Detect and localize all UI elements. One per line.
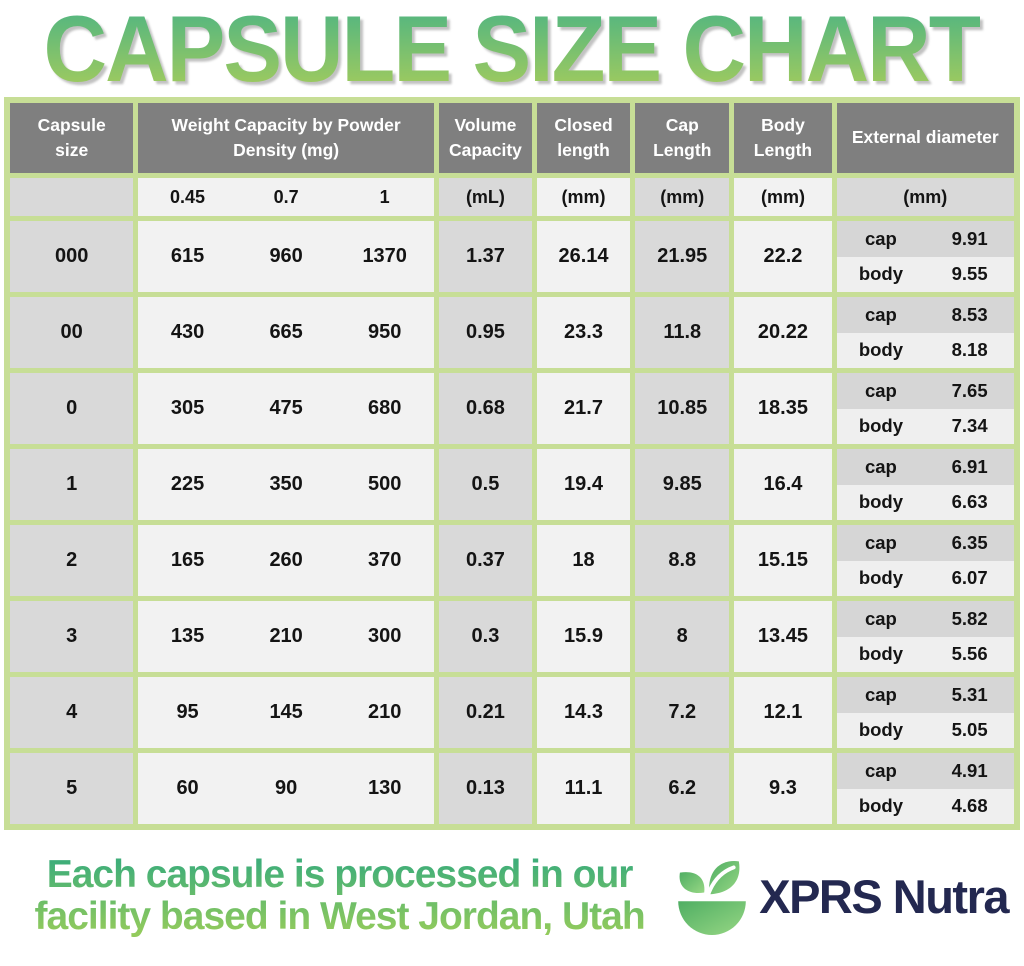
- diameter-cap-value: 9.91: [951, 227, 988, 249]
- subheader-density-values: [138, 178, 434, 216]
- weight-density-1: 1370: [362, 245, 407, 267]
- volume-capacity-cell: 0.95: [439, 297, 532, 368]
- capsule-size-cell: 3: [10, 601, 133, 672]
- facility-tagline: [22, 854, 657, 938]
- weight-density-07: 145: [269, 701, 303, 723]
- col-header-volume-capacity: Volume Capacity: [439, 103, 532, 173]
- cap-length-cell: 11.8: [635, 297, 729, 368]
- diameter-body-label: body: [858, 719, 904, 741]
- diameter-body-value: 6.07: [951, 567, 988, 589]
- weight-density-1: 210: [368, 701, 402, 723]
- volume-capacity-cell: 0.5: [439, 449, 532, 520]
- closed-length-cell: 23.3: [537, 297, 630, 368]
- weight-capacity-cell: [138, 753, 434, 824]
- diameter-cap-subrow: [837, 525, 1014, 561]
- volume-capacity-cell: 0.68: [439, 373, 532, 444]
- diameter-cap-subrow: [837, 373, 1014, 409]
- capsule-size-table: [4, 97, 1020, 830]
- diameter-cap-subrow: [837, 297, 1014, 333]
- weight-density-1: 300: [368, 625, 402, 647]
- weight-density-045: 615: [170, 245, 205, 267]
- external-diameter-cell: [837, 753, 1014, 824]
- diameter-body-subrow: [837, 409, 1014, 445]
- diameter-cap-value: 7.65: [951, 379, 988, 401]
- volume-capacity-cell: 0.21: [439, 677, 532, 748]
- diameter-cap-subrow: [837, 221, 1014, 257]
- density-value: 1: [379, 186, 390, 207]
- body-length-cell: 13.45: [734, 601, 831, 672]
- diameter-cap-label: cap: [864, 379, 897, 401]
- diameter-body-subrow: [837, 257, 1014, 293]
- external-diameter-cell: [837, 373, 1014, 444]
- capsule-size-cell: 00: [10, 297, 133, 368]
- weight-density-07: 665: [269, 321, 303, 343]
- weight-capacity-cell: [138, 677, 434, 748]
- weight-density-045: 225: [170, 473, 205, 495]
- col-header-closed-length: Closed length: [537, 103, 630, 173]
- diameter-body-subrow: [837, 789, 1014, 825]
- diameter-body-label: body: [858, 263, 904, 285]
- diameter-cap-label: cap: [864, 683, 897, 705]
- weight-capacity-cell: [138, 601, 434, 672]
- diameter-body-value: 5.05: [951, 719, 988, 741]
- tagline-line1: Each capsule is processed in our: [46, 852, 633, 896]
- diameter-body-value: 6.63: [951, 491, 988, 513]
- capsule-size-cell: 1: [10, 449, 133, 520]
- diameter-cap-value: 5.31: [951, 683, 988, 705]
- external-diameter-cell: [837, 221, 1014, 292]
- capsule-size-cell: 0: [10, 373, 133, 444]
- body-length-cell: 20.22: [734, 297, 831, 368]
- external-diameter-cell: [837, 449, 1014, 520]
- col-header-capsule-size: Capsule size: [10, 103, 133, 173]
- body-length-cell: 12.1: [734, 677, 831, 748]
- unit-volume: (mL): [439, 178, 532, 216]
- page-title: CAPSULE SIZE CHART: [44, 0, 981, 103]
- external-diameter-cell: [837, 677, 1014, 748]
- volume-capacity-cell: 0.37: [439, 525, 532, 596]
- diameter-cap-label: cap: [864, 531, 897, 553]
- diameter-body-label: body: [858, 491, 904, 513]
- external-diameter-cell: [837, 525, 1014, 596]
- weight-density-1: 950: [368, 321, 402, 343]
- page-footer: [0, 830, 1024, 952]
- diameter-body-subrow: [837, 333, 1014, 369]
- diameter-body-value: 5.56: [951, 643, 988, 665]
- weight-capacity-cell: [138, 449, 434, 520]
- brand-logo-group: [673, 854, 1008, 938]
- cap-length-cell: 6.2: [635, 753, 729, 824]
- diameter-cap-label: cap: [864, 759, 897, 781]
- col-header-body-length: Body Length: [734, 103, 831, 173]
- diameter-cap-label: cap: [864, 607, 897, 629]
- capsule-size-cell: 5: [10, 753, 133, 824]
- volume-capacity-cell: 0.3: [439, 601, 532, 672]
- volume-capacity-cell: 1.37: [439, 221, 532, 292]
- diameter-body-value: 4.68: [951, 795, 988, 817]
- cap-length-cell: 7.2: [635, 677, 729, 748]
- weight-density-1: 680: [368, 397, 402, 419]
- cap-length-cell: 8.8: [635, 525, 729, 596]
- diameter-body-subrow: [837, 637, 1014, 673]
- closed-length-cell: 19.4: [537, 449, 630, 520]
- weight-density-1: 130: [368, 777, 402, 799]
- unit-diameter: (mm): [837, 178, 1014, 216]
- weight-density-07: 260: [269, 549, 303, 571]
- density-value: 0.45: [170, 186, 206, 207]
- weight-density-045: 430: [170, 321, 205, 343]
- diameter-body-subrow: [837, 485, 1014, 521]
- diameter-cap-label: cap: [864, 303, 897, 325]
- diameter-cap-value: 4.91: [951, 759, 988, 781]
- diameter-cap-subrow: [837, 753, 1014, 789]
- weight-density-1: 370: [368, 549, 402, 571]
- density-value: 0.7: [273, 186, 299, 207]
- weight-density-07: 475: [269, 397, 303, 419]
- cap-length-cell: 8: [635, 601, 729, 672]
- weight-density-07: 960: [269, 245, 303, 267]
- col-header-cap-length: Cap Length: [635, 103, 729, 173]
- body-length-cell: 18.35: [734, 373, 831, 444]
- weight-density-045: 60: [176, 777, 199, 799]
- col-header-external-diameter: External diameter: [837, 103, 1014, 173]
- cap-length-cell: 21.95: [635, 221, 729, 292]
- weight-density-07: 210: [269, 625, 303, 647]
- body-length-cell: 15.15: [734, 525, 831, 596]
- diameter-cap-subrow: [837, 601, 1014, 637]
- diameter-body-label: body: [858, 567, 904, 589]
- diameter-body-subrow: [837, 561, 1014, 597]
- body-length-cell: 9.3: [734, 753, 831, 824]
- closed-length-cell: 14.3: [537, 677, 630, 748]
- diameter-cap-subrow: [837, 677, 1014, 713]
- diameter-cap-value: 6.35: [951, 531, 988, 553]
- unit-body: (mm): [734, 178, 831, 216]
- weight-capacity-cell: [138, 525, 434, 596]
- unit-cap: (mm): [635, 178, 729, 216]
- diameter-cap-label: cap: [864, 455, 897, 477]
- diameter-cap-label: cap: [864, 227, 897, 249]
- closed-length-cell: 11.1: [537, 753, 630, 824]
- diameter-cap-value: 8.53: [951, 303, 988, 325]
- weight-capacity-cell: [138, 373, 434, 444]
- diameter-body-value: 8.18: [951, 339, 988, 361]
- body-length-cell: 16.4: [734, 449, 831, 520]
- cap-length-cell: 10.85: [635, 373, 729, 444]
- closed-length-cell: 18: [537, 525, 630, 596]
- weight-density-1: 500: [368, 473, 402, 495]
- diameter-cap-value: 6.91: [951, 455, 988, 477]
- capsule-size-cell: 2: [10, 525, 133, 596]
- diameter-body-label: body: [858, 415, 904, 437]
- diameter-body-label: body: [858, 339, 904, 361]
- tagline-line2: facility based in West Jordan, Utah: [34, 895, 645, 938]
- diameter-body-value: 9.55: [951, 263, 988, 285]
- weight-density-07: 350: [269, 473, 303, 495]
- unit-closed: (mm): [537, 178, 630, 216]
- diameter-body-label: body: [858, 643, 904, 665]
- brand-name: XPRS Nutra: [759, 869, 1008, 923]
- external-diameter-cell: [837, 297, 1014, 368]
- diameter-cap-subrow: [837, 449, 1014, 485]
- diameter-body-subrow: [837, 713, 1014, 749]
- closed-length-cell: 15.9: [537, 601, 630, 672]
- weight-capacity-cell: [138, 297, 434, 368]
- weight-density-045: 135: [170, 625, 205, 647]
- weight-density-045: 305: [170, 397, 205, 419]
- diameter-body-value: 7.34: [951, 415, 988, 437]
- capsule-size-cell: 4: [10, 677, 133, 748]
- closed-length-cell: 26.14: [537, 221, 630, 292]
- external-diameter-cell: [837, 601, 1014, 672]
- subheader-empty-cell: [10, 178, 133, 216]
- mortar-pestle-leaf-logo-icon: [673, 854, 751, 938]
- weight-density-07: 90: [275, 777, 298, 799]
- cap-length-cell: 9.85: [635, 449, 729, 520]
- page-header: [0, 0, 1024, 101]
- weight-density-045: 165: [170, 549, 205, 571]
- body-length-cell: 22.2: [734, 221, 831, 292]
- col-header-weight-capacity: Weight Capacity by Powder Density (mg): [138, 103, 434, 173]
- closed-length-cell: 21.7: [537, 373, 630, 444]
- capsule-size-cell: 000: [10, 221, 133, 292]
- volume-capacity-cell: 0.13: [439, 753, 532, 824]
- diameter-cap-value: 5.82: [951, 607, 988, 629]
- weight-capacity-cell: [138, 221, 434, 292]
- weight-density-045: 95: [176, 701, 199, 723]
- diameter-body-label: body: [858, 795, 904, 817]
